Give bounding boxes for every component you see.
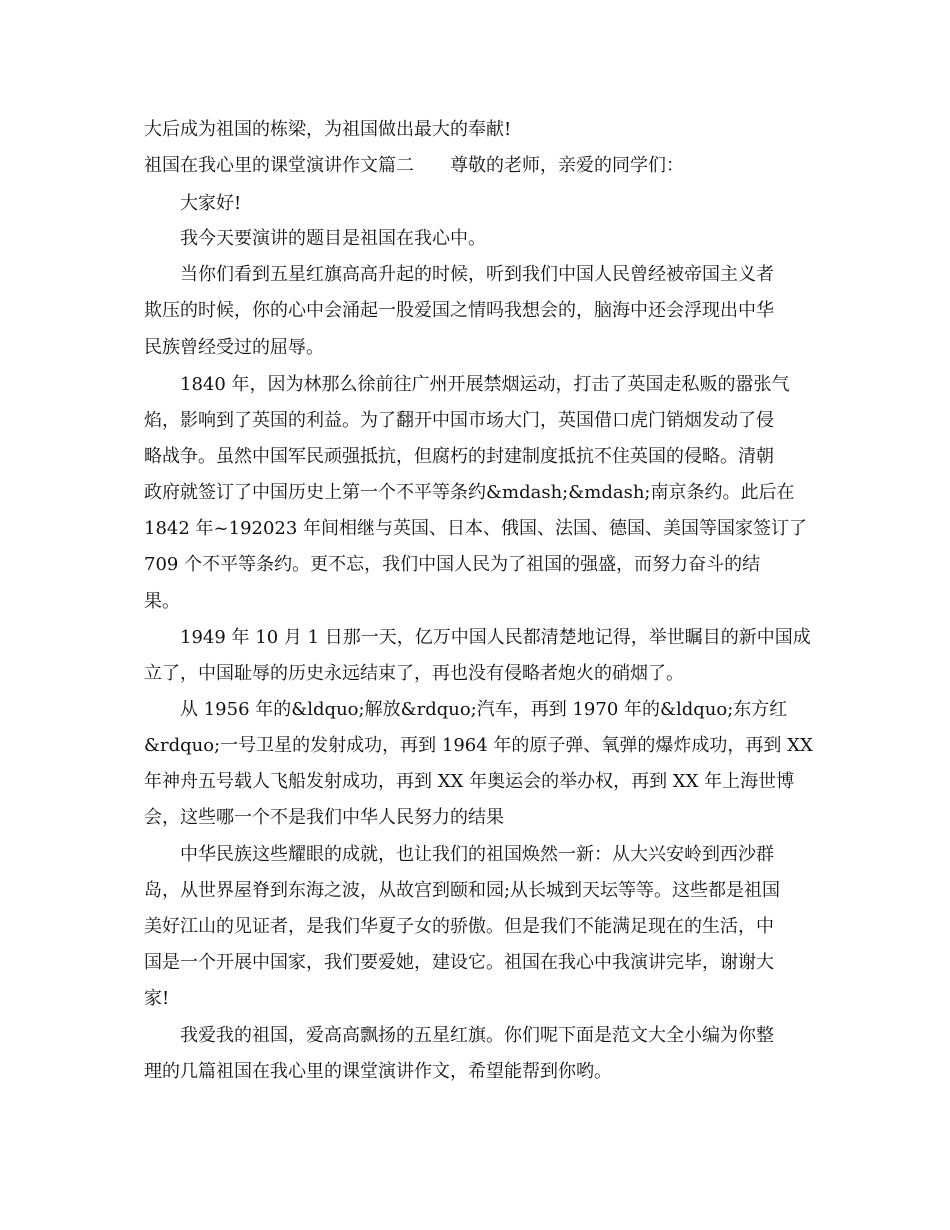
- text-line: 政府就签订了中国历史上第一个不平等条约&mdash;&mdash;南京条约。此后在: [144, 482, 795, 503]
- text-line: 当你们看到五星红旗高高升起的时候，听到我们中国人民曾经被帝国主义者: [180, 264, 774, 285]
- text-line: 略战争。虽然中国军民顽强抵抗，但腐朽的封建制度抵抗不住英国的侵略。清朝: [144, 446, 774, 467]
- text-line: 家!: [144, 988, 170, 1009]
- text-line: 民族曾经受过的屈辱。: [144, 337, 324, 358]
- text-line: 中华民族这些耀眼的成就，也让我们的祖国焕然一新：从大兴安岭到西沙群: [180, 844, 774, 865]
- text-line: 岛，从世界屋脊到东海之波，从故宫到颐和园;从长城到天坛等等。这些都是祖国: [144, 880, 781, 901]
- text-line: 祖国在我心里的课堂演讲作文篇二 尊敬的老师，亲爱的同学们：: [144, 155, 684, 176]
- text-line: 理的几篇祖国在我心里的课堂演讲作文，希望能帮到你哟。: [144, 1061, 612, 1082]
- text-line: 大后成为祖国的栋梁，为祖国做出最大的奉献!: [144, 119, 512, 140]
- text-line: 我今天要演讲的题目是祖国在我心中。: [180, 228, 486, 249]
- text-line: 我爱我的祖国，爱高高飘扬的五星红旗。你们呢下面是范文大全小编为你整: [180, 1025, 774, 1046]
- text-line: 立了，中国耻辱的历史永远结束了，再也没有侵略者炮火的硝烟了。: [144, 663, 684, 684]
- text-line: 大家好!: [180, 193, 242, 214]
- text-line: 1949 年 10 月 1 日那一天，亿万中国人民都清楚地记得，举世瞩目的新中国成: [180, 627, 811, 648]
- text-line: 美好江山的见证者，是我们华夏子女的骄傲。但是我们不能满足现在的生活，中: [144, 916, 774, 937]
- text-line: 焰，影响到了英国的利益。为了翻开中国市场大门，英国借口虎门销烟发动了侵: [144, 410, 774, 431]
- text-line: 1840 年，因为林那么徐前往广州开展禁烟运动，打击了英国走私贩的嚣张气: [180, 374, 790, 395]
- text-line: 从 1956 年的&ldquo;解放&rdquo;汽车，再到 1970 年的&ldquo;东方红: [180, 699, 788, 720]
- text-line: &rdquo;一号卫星的发射成功，再到 1964 年的原子弹、氧弹的爆炸成功，再到 XX: [144, 735, 813, 756]
- text-line: 709 个不平等条约。更不忘，我们中国人民为了祖国的强盛，而努力奋斗的结: [144, 554, 761, 575]
- text-line: 1842 年~192023 年间相继与英国、日本、俄国、法国、德国、美国等国家签订了: [144, 518, 808, 539]
- text-line: 国是一个开展中国家，我们要爱她，建设它。祖国在我心中我演讲完毕，谢谢大: [144, 952, 774, 973]
- text-line: 会，这些哪一个不是我们中华人民努力的结果: [144, 807, 504, 828]
- text-line: 年神舟五号载人飞船发射成功，再到 XX 年奥运会的举办权，再到 XX 年上海世博: [144, 771, 795, 792]
- text-line: 果。: [144, 591, 180, 612]
- text-line: 欺压的时候，你的心中会涌起一股爱国之情吗我想会的，脑海中还会浮现出中华: [144, 300, 774, 321]
